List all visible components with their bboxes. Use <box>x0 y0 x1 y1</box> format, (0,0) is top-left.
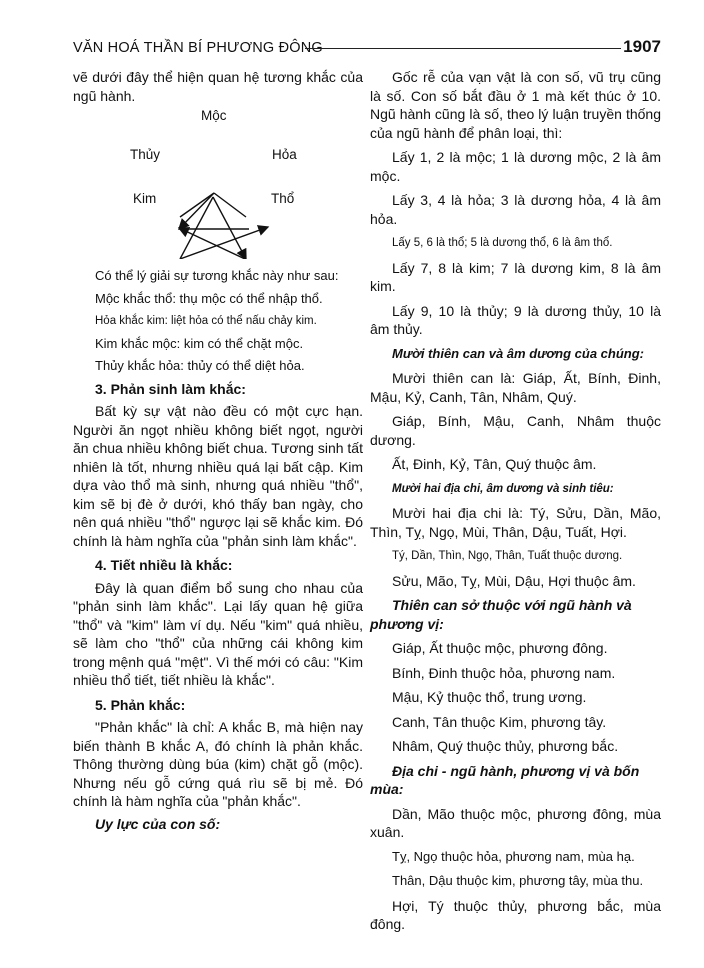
paragraph: Sửu, Mão, Tỵ, Mùi, Dậu, Hợi thuộc âm. <box>392 572 636 589</box>
paragraph: Giáp, Bính, Mậu, Canh, Nhâm thuộc dương. <box>370 413 661 448</box>
paragraph: Thân, Dậu thuộc kim, phương tây, mùa thu. <box>392 873 644 888</box>
edge-moc-tho <box>214 193 246 217</box>
paragraph: Nhâm, Quý thuộc thủy, phương bắc. <box>392 738 619 754</box>
label-hoa: Hỏa <box>272 147 297 162</box>
explain-line: Hỏa khắc kim: liệt hỏa có thể nấu chảy kim. <box>95 315 317 327</box>
explain-intro: Có thể lý giải sự tương khắc này như sau: <box>95 268 339 283</box>
subheading: Địa chi - ngũ hành, phương vị và bốn mùa: <box>370 762 640 797</box>
five-elements-diagram <box>73 109 363 259</box>
paragraph: Lấy 1, 2 là mộc; 1 là dương mộc, 2 là âm mộc. <box>370 149 661 184</box>
section-4-heading: 4. Tiết nhiều là khắc: <box>95 557 233 573</box>
edge-moc-kim-2 <box>180 197 213 259</box>
explain-line: Thủy khắc hỏa: thủy có thể diệt hỏa. <box>95 358 305 373</box>
section-3-heading: 3. Phản sinh làm khắc: <box>95 380 246 397</box>
explain-line: Kim khắc mộc: kim có thể chặt mộc. <box>95 335 304 351</box>
arrow-to-tho <box>179 193 214 229</box>
paragraph: Lấy 5, 6 là thổ; 5 là dương thổ, 6 là âm thổ. <box>392 237 613 249</box>
label-tho: Thổ <box>271 191 295 206</box>
arrow-moc-tho <box>213 197 246 259</box>
paragraph: Mười thiên can là: Giáp, Ất, Bính, Đinh, Mậu, Kỷ, Canh, Tân, Nhâm, Quý. <box>370 370 661 405</box>
section-3-text: Bất kỳ sự vật nào đều có một cực hạn. Người ăn ngọt nhiều không biết ngọt, người ăn chua nhiều không biết chua. Tương sinh tất nhiên là tốt, nhưng nhiều quá lại bất cập. Kim dựa vào thổ mà sinh, nhưng quá nhiều "thổ", kim sẽ bị đè ở dưới, khó thấy ban ngày, cho nên quá nhiều "thổ" ngược lại sẽ khắc kim. Đó chính là hàm nghĩa của "phản sinh làm khắc". <box>73 403 363 549</box>
subheading: Mười thiên can và âm dương của chúng: <box>392 345 644 361</box>
page-header <box>73 34 661 56</box>
header-rule <box>305 48 621 49</box>
label-kim: Kim <box>133 191 157 206</box>
paragraph: Tý, Dần, Thìn, Ngọ, Thân, Tuất thuộc dương. <box>392 550 623 562</box>
paragraph: Hợi, Tý thuộc thủy, phương bắc, mùa đông. <box>370 897 661 932</box>
explain-line: Mộc khắc thổ: thụ mộc có thể nhập thổ. <box>95 290 323 306</box>
paragraph: Giáp, Ất thuộc mộc, phương đông. <box>392 640 608 656</box>
subheading: Thiên can sở thuộc với ngũ hành và phương vị: <box>370 597 632 632</box>
subheading: Mười hai địa chi, âm dương và sinh tiêu: <box>392 482 614 495</box>
section-5-heading: 5. Phản khắc: <box>95 696 186 713</box>
paragraph: Mậu, Kỷ thuộc thổ, trung ương. <box>392 689 587 705</box>
arrow-kim-hoa <box>180 227 268 259</box>
right-column <box>370 68 661 934</box>
paragraph: Gốc rễ của vạn vật là con số, vũ trụ cũng là số. Con số bắt đầu ở 1 mà kết thúc ở 10. Ngũ hành cũng là số, theo lý luận truyền thống của ngũ hành để phân loại, thì: <box>370 69 661 141</box>
label-thuy: Thủy <box>130 147 161 162</box>
paragraph: Tỵ, Ngọ thuộc hỏa, phương nam, mùa hạ. <box>392 848 635 864</box>
running-title: VĂN HOÁ THẦN BÍ PHƯƠNG ĐÔNG <box>73 40 323 56</box>
section-6-heading: Uy lực của con số: <box>95 815 221 832</box>
paragraph: Lấy 3, 4 là hỏa; 3 là dương hỏa, 4 là âm hỏa. <box>370 192 661 227</box>
left-column <box>73 68 363 833</box>
label-moc: Mộc <box>201 108 227 123</box>
section-4-text: Đây là quan điểm bổ sung cho nhau của "phản sinh làm khắc". Lại lấy quan hệ giữa "thổ" và "kim" làm ví dụ. Nếu "kim" quá nhiều, sẽ làm cho "thổ" của những cái không kim trong mệnh quá "mệt". Vì thế mới có câu: "Kim nhiều thổ tiết, tiết nhiều là khắc". <box>73 579 363 688</box>
intro-text: vẽ dưới đây thể hiện quan hệ tương khắc của ngũ hành. <box>73 69 363 104</box>
paragraph: Canh, Tân thuộc Kim, phương tây. <box>392 713 607 730</box>
paragraph: Lấy 9, 10 là thủy; 9 là dương thủy, 10 là âm thủy. <box>370 302 661 337</box>
page-number: 1907 <box>623 37 661 56</box>
section-5-text: "Phản khắc" là chỉ: A khắc B, mà hiện nay biến thành B khắc A, đó chính là phản khắc. Thông thường dùng búa (kim) chặt gỗ (mộc). Nhưng nếu gỗ cứng quá rìu sẽ bị mẻ. Đó chính là hàm nghĩa của "phản khắc". <box>73 719 363 809</box>
paragraph: Ất, Đinh, Kỷ, Tân, Quý thuộc âm. <box>392 456 597 472</box>
pentagram-graphic <box>73 109 363 259</box>
paragraph: Mười hai địa chi là: Tý, Sửu, Dần, Mão, Thìn, Tỵ, Ngọ, Mùi, Thân, Dậu, Tuất, Hợi. <box>370 505 661 540</box>
paragraph: Dần, Mão thuộc mộc, phương đông, mùa xuân. <box>370 805 661 840</box>
paragraph: Bính, Đinh thuộc hỏa, phương nam. <box>392 664 616 681</box>
paragraph: Lấy 7, 8 là kim; 7 là dương kim, 8 là âm kim. <box>370 259 661 294</box>
